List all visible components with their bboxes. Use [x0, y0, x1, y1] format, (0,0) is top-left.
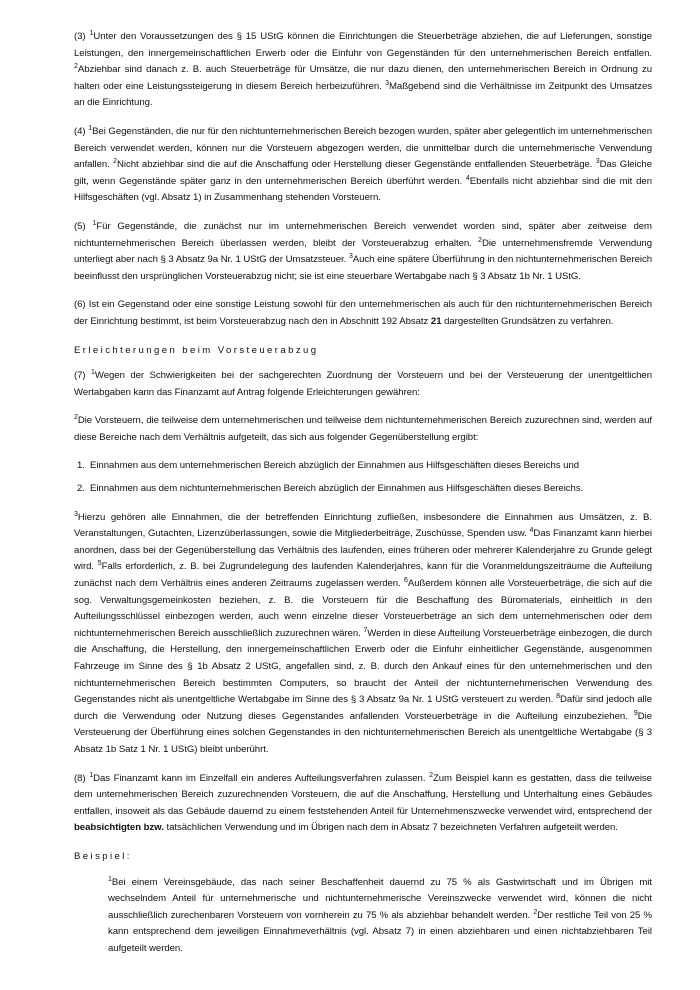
- paragraph-4: (4) $^1$Bei Gegenständen, die nur für den nichtunternehmerischen Bereich bezogen wurden, später aber gelegentlich im unternehmerischen Bereich verwendet werden, können nur die Vorsteuern abgezogen werden, die unmittelbar durch die unternehmerische Verwendung anfallen. $^2$Nicht abziehbar sind die auf die Anschaffung oder Herstellung dieser Gegenstände entfallenden Steuerbeträge. $^3$Das Gleiche gilt, wenn Gegenstände später ganz in den unternehmerischen Bereich überführt werden. $^4$Ebenfalls nicht abziehbar sind die mit den Hilfsgeschäften (vgl. Absatz 1) in Zusammenhang stehenden Vorsteuern.: [74, 124, 652, 204]
- paragraph-number: (5): [74, 220, 86, 232]
- paragraph-number: (4): [74, 125, 86, 137]
- paragraph-7: (7) $^1$Wegen der Schwierigkeiten bei der sachgerechten Zuordnung der Vorsteuern und bei der Versteuerung der unentgeltlichen Wertabgaben kann das Finanzamt auf Antrag folgende Erleichterungen gewähren:: [74, 369, 652, 398]
- paragraph-7-sentences-3-9: $^3$Hierzu gehören alle Einnahmen, die der betreffenden Einrichtung zufließen, insbesondere die Einnahmen aus Umsätzen, z. B. Veranstaltungen, Gutachten, Lizenzüberlassungen, sowie die Mitgliederbeiträge, Zuschüsse, Spenden usw. $^4$Das Finanzamt kann hierbei anordnen, dass bei der Gegenüberstellung das Verhältnis des laufenden, eines früheren oder mehrerer Kalenderjahre zu Grunde gelegt wird. $^5$Falls erforderlich, z. B. bei Zugrundelegung des laufenden Kalenderjahres, kann für die Voranmeldungszeiträume die Aufteilung zunächst nach dem Verhältnis eines anderen Zeitraums zugelassen werden. $^6$Außerdem können alle Vorsteuerbeträge, die sich auf die sog. Verwaltungsgemeinkosten beziehen, z. B. die Vorsteuern für die Beschaffung des Büromaterials, einheitlich in den Aufteilungsschlüssel einbezogen werden, auch wenn einzelne dieser Vorsteuerbeträge an sich dem unternehmerischen oder dem nichtunternehmerischen Bereich ausschließlich zuzurechnen wären. $^7$Werden in diese Aufteilung Vorsteuerbeträge einbezogen, die durch die Anschaffung, die Herstellung, den innergemeinschaftlichen Erwerb oder die Einfuhr einheitlicher Gegenstände, ausgenommen Fahrzeuge im Sinne des § 1b Absatz 2 UStG, angefallen sind, z. B. durch den Ankauf eines für den unternehmerischen und den nichtunternehmerischen Bereich bestimmten Computers, so braucht der Anteil der nichtunternehmerischen Verwendung des Gegenstandes nicht als unentgeltliche Wertabgabe im Sinne des § 3 Absatz 9a Nr. 1 UStG versteuert zu werden. $^8$Dafür sind jedoch alle durch die Verwendung oder Nutzung dieses Gegenstandes anfallenden Vorsteuerbeträge in die Aufteilung einzubeziehen. $^9$Die Versteuerung der Überführung eines solchen Gegenstandes in den nichtunternehmerischen Bereich als unentgeltliche Wertabgabe (§ 3 Absatz 1b Satz 1 Nr. 1 UStG) bleibt unberührt.: [74, 510, 652, 755]
- list-item: 2. Einnahmen aus dem nichtunternehmerischen Bereich abzüglich der Einnahmen aus Hilfsgeschäften dieses Bereichs.: [77, 483, 584, 495]
- paragraph-number: (6): [74, 299, 86, 311]
- example-block: [74, 875, 652, 958]
- comparison-list: [74, 458, 652, 497]
- section-heading-erleichterungen: Erleichterungen beim Vorsteuerabzug: [74, 344, 319, 356]
- paragraph-6: (6) Ist ein Gegenstand oder eine sonstige Leistung sowohl für den unternehmerischen als auch für den nichtunternehmerischen Bereich der Einrichtung bestimmt, ist beim Vorsteuerabzug nach den in Abschnitt 192 Absatz 21 dargestellten Grundsätzen zu verfahren.: [74, 299, 652, 327]
- list-item: 1. Einnahmen aus dem unternehmerischen Bereich abzüglich der Einnahmen aus Hilfsgeschäften dieses Bereichs und: [77, 460, 580, 472]
- paragraph-number: (7): [74, 370, 86, 382]
- paragraph-7-sentence-2: $^2$Die Vorsteuern, die teilweise dem unternehmerischen und teilweise dem nichtunternehmerischen Bereich zuzurechnen sind, werden auf diese Bereiche nach dem Verhältnis aufgeteilt, das sich aus folgender Gegenüberstellung ergibt:: [74, 414, 652, 443]
- paragraph-number: (3): [74, 31, 86, 42]
- paragraph-8: (8) $^1$Das Finanzamt kann im Einzelfall ein anderes Aufteilungsverfahren zulassen. $^2$Zum Beispiel kann es gestatten, dass die teilweise dem unternehmerischen Bereich zuzurechnenden Vorsteuern, die auf die Anschaffung, Herstellung und Unterhaltung eines Gebäudes entfallen, insoweit als das Gebäude dauernd zu einem feststehenden Anteil für Unternehmenszwecke verwendet wird, entsprechend der beabsichtigten bzw. tatsächlichen Verwendung und im Übrigen nach dem in Absatz 7 bezeichneten Verfahren aufgeteilt werden.: [74, 771, 652, 834]
- paragraph-5: (5) $^1$Für Gegenstände, die zunächst nur im unternehmerischen Bereich verwendet worden sind, später aber zeitweise dem nichtunternehmerischen Bereich überlassen werden, bleibt der Vorsteuerabzug erhalten. $^2$Die unternehmensfremde Verwendung unterliegt aber nach § 3 Absatz 9a Nr. 1 UStG der Umsatzsteuer. $^3$Auch eine spätere Überführung in den nichtunternehmerischen Bereich beeinflusst den ursprünglichen Vorsteuerabzug nicht; sie ist eine steuerbare Wertabgabe nach § 3 Absatz 1b Nr. 1 UStG.: [74, 219, 652, 282]
- paragraph-3: (3) $^1$Unter den Voraussetzungen des § 15 UStG können die Einrichtungen die Steuerbeträge abziehen, die auf Lieferungen, sonstige Leistungen, den innergemeinschaftlichen Erwerb oder die Einfuhr von Gegenständen für den unternehmerischen Bereich entfallen. $^2$Abziehbar sind danach z. B. auch Steuerbeträge für Umsätze, die nur dazu dienen, den unternehmerischen Bereich in Ordnung zu halten oder eine Leistungssteigerung in diesem Bereich herbeizuführen. $^3$Maßgebend sind die Verhältnisse im Zeitpunkt des Umsatzes an die Einrichtung.: [74, 30, 652, 109]
- section-heading-beispiel: Beispiel:: [74, 850, 132, 862]
- paragraph-number: (8): [74, 772, 86, 784]
- example-text: $^1$Bei einem Vereinsgebäude, das nach seiner Beschaffenheit dauernd zu 75 % als Gastwirtschaft und im Übrigen mit wechselndem Anteil für unternehmerische und nichtunternehmerische Vereinszwecke verwendet wird, können die nicht ausschließlich zurechenbaren Vorsteuern von vornherein zu 75 % als abziehbar behandelt werden. $^2$Der restliche Teil von 25 % kann entsprechend dem jeweiligen Einnahmeverhältnis (vgl. Absatz 7) in einen abziehbaren und einen nichtabziehbaren Teil aufgeteilt werden.: [108, 875, 652, 954]
